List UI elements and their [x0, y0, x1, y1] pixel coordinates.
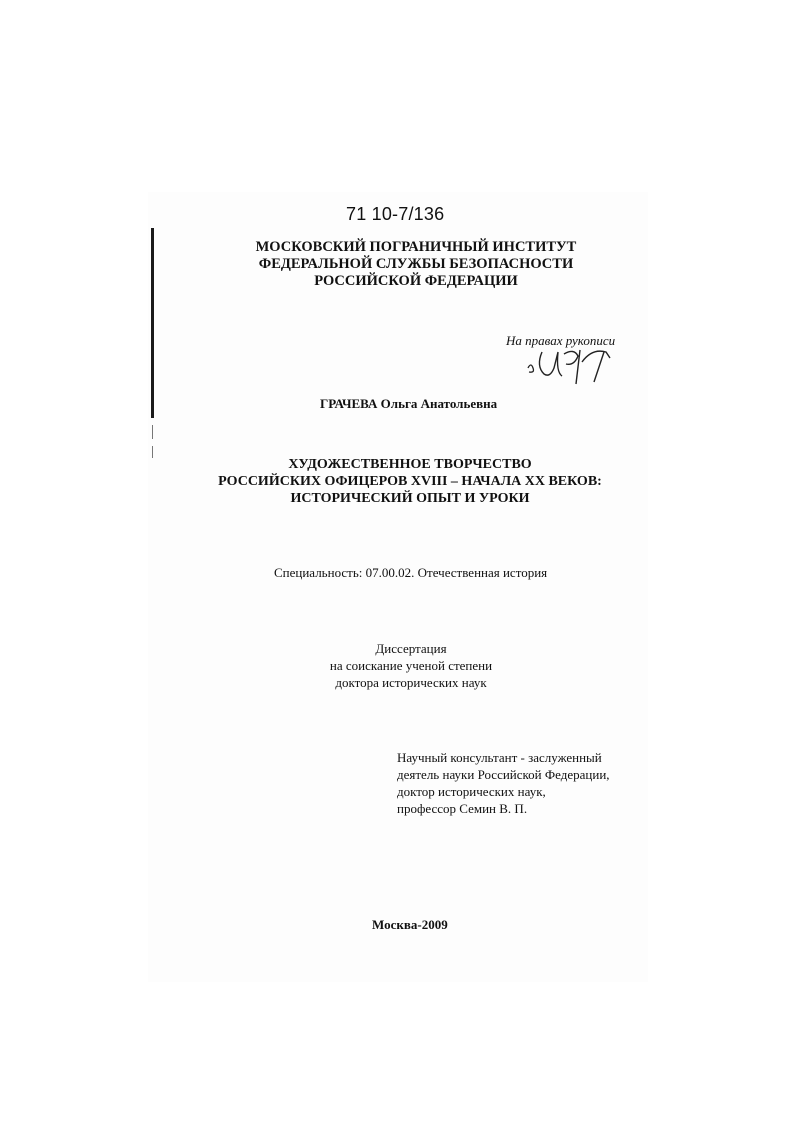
institution-line: ФЕДЕРАЛЬНОЙ СЛУЖБЫ БЕЗОПАСНОСТИ — [258, 256, 574, 272]
scan-margin-mark — [151, 228, 154, 418]
consultant-line: Научный консультант - заслуженный — [397, 750, 602, 765]
consultant-line: деятель науки Российской Федерации, — [397, 767, 610, 782]
degree-line: Диссертация — [375, 641, 447, 656]
degree-statement — [311, 640, 511, 691]
scan-margin-tick — [152, 425, 153, 439]
city-year: Москва-2009 — [372, 917, 448, 932]
scan-margin-tick — [152, 446, 153, 458]
specialty-line: Специальность: 07.00.02. Отечественная история — [274, 565, 548, 580]
degree-line: на соискание ученой степени — [329, 658, 493, 673]
handwritten-signature — [520, 340, 630, 385]
manuscript-rights-note: На правах рукописи — [506, 333, 616, 348]
title-line: РОССИЙСКИХ ОФИЦЕРОВ XVIII – НАЧАЛА XX ВЕКОВ: — [218, 474, 602, 489]
scanned-page — [148, 192, 648, 982]
consultant-line: профессор Семин В. П. — [397, 801, 528, 816]
degree-line: доктора исторических наук — [335, 675, 487, 690]
institution-line: РОССИЙСКОЙ ФЕДЕРАЦИИ — [314, 273, 518, 289]
dissertation-title — [210, 456, 610, 507]
author-name: ГРАЧЕВА Ольга Анатольевна — [320, 396, 498, 411]
archive-stamp-number: 71 10-7/136 — [346, 204, 445, 224]
title-line: ИСТОРИЧЕСКИЙ ОПЫТ И УРОКИ — [290, 491, 530, 506]
institution-line: МОСКОВСКИЙ ПОГРАНИЧНЫЙ ИНСТИТУТ — [255, 239, 577, 255]
scientific-consultant — [397, 749, 610, 817]
consultant-line: доктор исторических наук, — [397, 784, 546, 799]
title-line: ХУДОЖЕСТВЕННОЕ ТВОРЧЕСТВО — [288, 457, 532, 472]
institution-header — [236, 239, 596, 290]
